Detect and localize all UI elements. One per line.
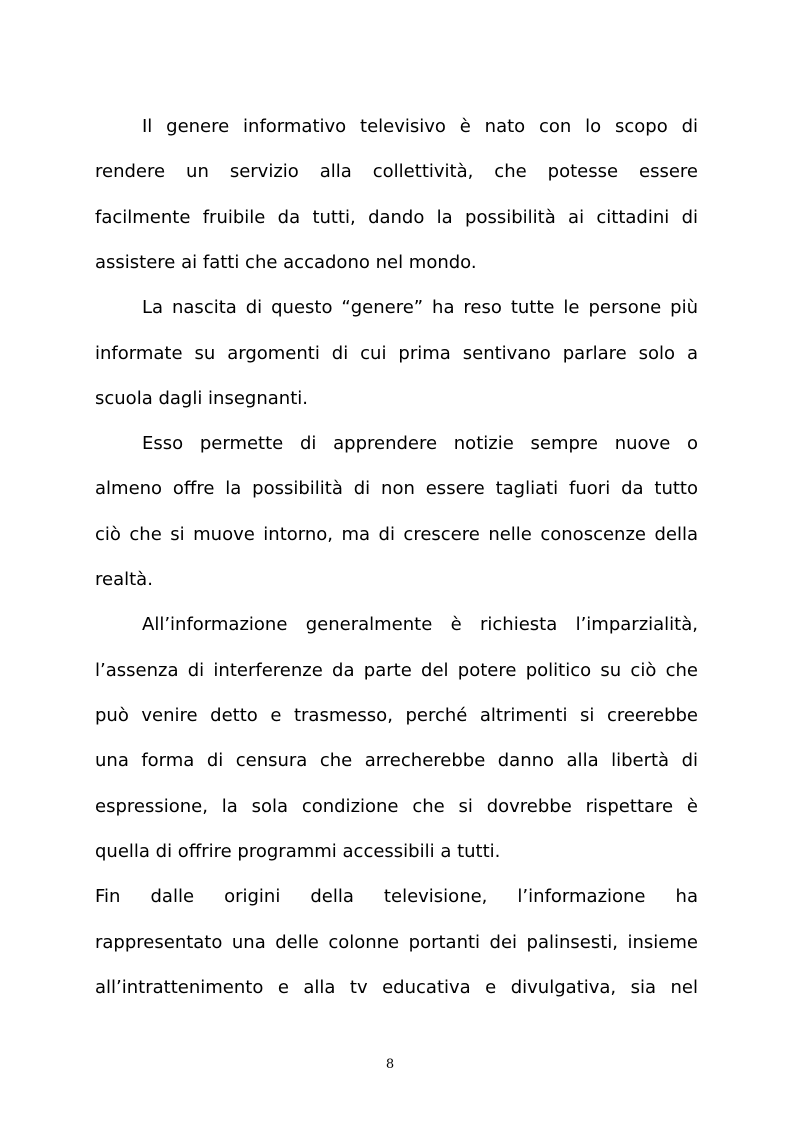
text-line: informate su argomenti di cui prima sentivano parlare solo a	[95, 343, 698, 364]
text-line: espressione, la sola condizione che si dovrebbe rispettare è	[95, 796, 698, 817]
text-line: facilmente fruibile da tutti, dando la possibilità ai cittadini di	[95, 207, 698, 228]
text-line: rendere un servizio alla collettività, che potesse essere	[95, 161, 698, 182]
text-line: quella di offrire programmi accessibili a tutti.	[95, 841, 501, 862]
text-line: All’informazione generalmente è richiesta l’imparzialità,	[142, 614, 698, 635]
text-line: Il genere informativo televisivo è nato con lo scopo di	[142, 116, 698, 137]
text-line: almeno offre la possibilità di non essere tagliati fuori da tutto	[95, 478, 698, 499]
text-line: può venire detto e trasmesso, perché altrimenti si creerebbe	[95, 705, 698, 726]
text-line: La nascita di questo “genere” ha reso tutte le persone più	[142, 297, 698, 318]
text-line: Esso permette di apprendere notizie sempre nuove o	[142, 433, 698, 454]
text-line: all’intrattenimento e alla tv educativa e divulgativa, sia nel	[95, 977, 698, 998]
text-line: Fin dalle origini della televisione, l’informazione ha	[95, 886, 698, 907]
text-line: ciò che si muove intorno, ma di crescere nelle conoscenze della	[95, 524, 698, 545]
text-line: realtà.	[95, 569, 153, 590]
text-line: una forma di censura che arrecherebbe danno alla libertà di	[95, 750, 698, 771]
text-line: assistere ai fatti che accadono nel mondo.	[95, 252, 477, 273]
page-number: 8	[385, 1057, 395, 1072]
text-line: scuola dagli insegnanti.	[95, 388, 308, 409]
text-line: l’assenza di interferenze da parte del potere politico su ciò che	[95, 660, 698, 681]
text-line: rappresentato una delle colonne portanti dei palinsesti, insieme	[95, 932, 698, 953]
